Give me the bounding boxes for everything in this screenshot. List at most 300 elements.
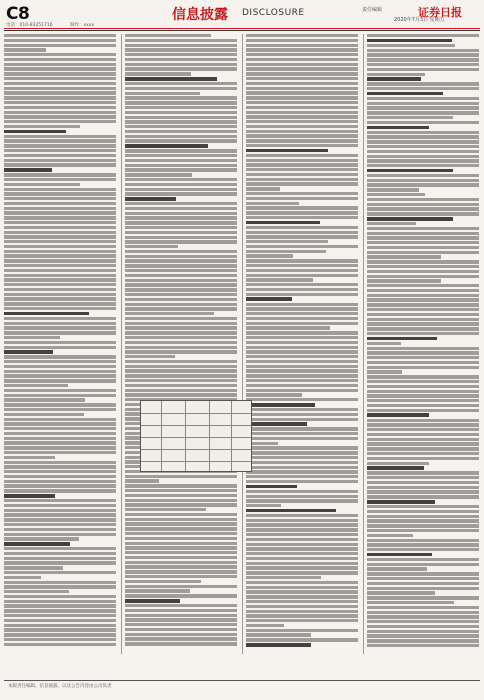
text-line (246, 379, 358, 382)
text-line (246, 446, 358, 449)
text-line (246, 451, 358, 454)
text-line (246, 374, 358, 377)
text-line (246, 53, 358, 56)
text-line (246, 120, 358, 123)
text-line (246, 566, 358, 569)
text-line (4, 67, 116, 70)
text-line (246, 274, 358, 277)
text-line (4, 581, 116, 584)
text-line (246, 403, 315, 407)
text-line (4, 432, 116, 435)
text-line (367, 620, 479, 623)
text-line (246, 437, 358, 440)
text-line (246, 144, 358, 147)
text-line (125, 508, 206, 511)
text-line (367, 347, 479, 350)
text-line (4, 571, 116, 574)
text-line (367, 183, 479, 186)
text-line (367, 380, 479, 383)
text-line (125, 537, 237, 540)
text-line (367, 394, 479, 397)
text-line (246, 432, 358, 435)
text-line (125, 484, 237, 487)
text-line (125, 221, 237, 224)
text-line (4, 53, 116, 56)
text-line (367, 543, 479, 546)
text-line (4, 494, 55, 498)
text-line (125, 164, 237, 167)
text-line (246, 638, 358, 641)
text-line (125, 379, 237, 382)
text-line (4, 465, 116, 468)
text-line (125, 82, 237, 85)
text-line (367, 155, 479, 158)
text-line (125, 532, 237, 535)
text-line (367, 63, 479, 66)
text-line (4, 144, 116, 147)
text-line (4, 197, 116, 200)
text-line (4, 614, 116, 617)
section-title: 信息披露 (172, 7, 228, 23)
text-line (367, 53, 479, 56)
text-line (367, 471, 479, 474)
text-line (4, 221, 116, 224)
text-line (246, 528, 358, 531)
text-line (246, 240, 328, 243)
text-line (4, 365, 116, 368)
text-line (125, 513, 237, 516)
text-line (367, 303, 479, 306)
text-line (367, 639, 479, 642)
text-line (125, 63, 237, 66)
text-line (246, 216, 358, 219)
text-line (246, 360, 358, 363)
text-line (125, 365, 237, 368)
text-line (125, 561, 237, 564)
text-line (125, 135, 237, 138)
text-line (125, 168, 237, 171)
text-line (125, 322, 237, 325)
text-line (246, 58, 358, 61)
text-line (125, 609, 237, 612)
text-line (367, 375, 479, 378)
text-line (4, 619, 116, 622)
text-line (367, 404, 479, 407)
text-line (246, 466, 358, 469)
text-line (4, 274, 116, 277)
text-line (367, 145, 479, 148)
text-line (125, 259, 237, 262)
text-line (367, 428, 479, 431)
text-line (125, 628, 237, 631)
text-line (367, 601, 454, 604)
text-line (246, 322, 358, 325)
text-line (125, 39, 237, 42)
text-line (246, 461, 358, 464)
text-line (246, 245, 358, 248)
text-line (246, 413, 358, 416)
text-line (4, 446, 116, 449)
text-line (367, 188, 419, 191)
text-line (246, 39, 358, 42)
text-line (246, 259, 358, 262)
text-line (246, 495, 358, 498)
text-line (4, 302, 116, 305)
text-line (125, 207, 237, 210)
text-line (367, 275, 479, 278)
text-line (246, 44, 358, 47)
text-line (4, 523, 116, 526)
text-line (125, 336, 237, 339)
text-line (367, 587, 479, 590)
text-line (4, 374, 116, 377)
text-line (125, 355, 175, 358)
text-line (367, 342, 401, 345)
text-line (367, 466, 424, 470)
text-line (4, 504, 116, 507)
text-line (4, 216, 116, 219)
text-line (246, 293, 358, 296)
text-line (246, 427, 358, 430)
text-line (4, 600, 116, 603)
text-line (125, 618, 237, 621)
text-line (367, 198, 479, 201)
text-line (367, 519, 479, 522)
text-line (246, 523, 358, 526)
text-line (125, 585, 237, 588)
text-line (246, 312, 358, 315)
text-line (246, 384, 358, 387)
text-line (125, 604, 237, 607)
text-line (246, 485, 297, 489)
text-line (4, 557, 116, 560)
data-table (140, 400, 252, 472)
text-line (4, 509, 116, 512)
text-line (246, 139, 358, 142)
text-line (246, 619, 358, 622)
text-line (4, 624, 116, 627)
text-line (4, 202, 116, 205)
text-line (246, 418, 358, 421)
text-line (125, 389, 237, 392)
text-column-4 (367, 34, 479, 654)
text-line (4, 111, 116, 114)
editor-line: 责任编辑 (362, 7, 383, 13)
text-line (367, 318, 479, 321)
text-line (367, 442, 479, 445)
text-line (4, 173, 116, 176)
text-line (246, 633, 311, 636)
text-line (4, 561, 116, 564)
text-line (246, 163, 358, 166)
text-line (367, 447, 479, 450)
text-line (367, 265, 479, 268)
text-line (246, 643, 311, 647)
text-line (4, 403, 116, 406)
text-line (125, 556, 237, 559)
text-line (246, 398, 358, 401)
text-line (367, 140, 479, 143)
text-line (4, 259, 116, 262)
text-line (4, 87, 116, 90)
text-line (125, 120, 237, 123)
text-line (367, 131, 479, 134)
text-line (125, 116, 237, 119)
text-line (4, 360, 116, 363)
text-line (367, 370, 402, 373)
text-line (125, 518, 237, 521)
column-divider (121, 34, 122, 654)
text-line (367, 481, 479, 484)
text-line (4, 475, 116, 478)
text-line (125, 637, 237, 640)
text-line (125, 173, 192, 176)
text-line (367, 563, 479, 566)
text-line (367, 308, 479, 311)
text-line (4, 398, 85, 401)
text-column-1 (4, 34, 116, 654)
text-line (125, 67, 237, 70)
text-line (367, 68, 479, 71)
text-line (125, 633, 237, 636)
text-line (125, 92, 200, 95)
text-line (367, 356, 479, 359)
text-line (246, 562, 358, 565)
text-line (125, 192, 237, 195)
text-line (4, 585, 116, 588)
text-line (125, 503, 237, 506)
text-line (246, 178, 358, 181)
text-line (125, 393, 237, 396)
text-line (367, 462, 429, 465)
text-line (246, 365, 358, 368)
text-line (367, 126, 429, 130)
text-line (4, 499, 116, 502)
text-line (367, 490, 479, 493)
text-line (367, 169, 453, 173)
issue-date: 2020年7月3日 星期五 (394, 17, 445, 23)
text-line (125, 231, 237, 234)
text-line (246, 326, 330, 329)
text-line (246, 48, 358, 51)
text-line (4, 120, 116, 123)
text-line (4, 269, 116, 272)
text-line (367, 159, 479, 162)
text-line (246, 341, 358, 344)
text-line (125, 250, 237, 253)
text-line (367, 73, 425, 76)
text-line (4, 326, 116, 329)
text-line (367, 294, 479, 297)
text-line (4, 192, 116, 195)
text-line (4, 590, 69, 593)
text-line (367, 539, 479, 542)
text-line (367, 97, 479, 100)
text-line (246, 346, 358, 349)
text-line (4, 34, 116, 37)
text-line (4, 379, 116, 382)
text-line (246, 331, 358, 334)
text-line (125, 546, 237, 549)
text-line (367, 260, 479, 263)
text-line (246, 96, 358, 99)
text-line (4, 384, 68, 387)
header-rule-thin (4, 30, 480, 31)
text-line (125, 360, 237, 363)
text-line (125, 317, 237, 320)
text-line (367, 106, 479, 109)
text-line (246, 130, 358, 133)
text-line (367, 179, 479, 182)
text-line (4, 643, 116, 646)
text-line (246, 297, 292, 301)
text-line (4, 331, 116, 334)
text-line (4, 149, 116, 152)
text-line (125, 72, 191, 75)
text-line (246, 206, 358, 209)
text-line (246, 149, 328, 153)
text-line (4, 240, 116, 243)
text-line (246, 182, 358, 185)
page-footer (4, 680, 480, 693)
text-line (246, 269, 358, 272)
text-line (367, 332, 479, 335)
text-line (125, 53, 237, 56)
text-line (4, 370, 116, 373)
text-line (4, 628, 116, 631)
text-line (246, 111, 358, 114)
text-line (4, 130, 66, 134)
text-line (4, 513, 116, 516)
text-line (4, 188, 116, 191)
text-line (246, 91, 358, 94)
text-line (246, 187, 280, 190)
text-line (125, 479, 159, 482)
text-line (125, 154, 237, 157)
text-line (4, 528, 116, 531)
text-line (125, 494, 237, 497)
text-line (4, 211, 116, 214)
text-line (125, 475, 237, 478)
text-line (125, 274, 237, 277)
text-line (125, 527, 237, 530)
text-line (367, 232, 479, 235)
text-line (4, 91, 116, 94)
text-line (367, 534, 413, 537)
text-line (367, 279, 441, 282)
text-line (367, 423, 479, 426)
text-line (367, 399, 479, 402)
text-line (125, 264, 237, 267)
text-line (4, 48, 46, 51)
text-line (4, 484, 116, 487)
text-line (125, 188, 237, 191)
text-line (246, 629, 358, 632)
text-line (246, 590, 358, 593)
text-line (367, 351, 479, 354)
text-line (4, 307, 116, 310)
text-line (4, 427, 116, 430)
text-line (246, 336, 358, 339)
text-line (125, 101, 237, 104)
text-line (246, 355, 358, 358)
text-line (246, 34, 358, 37)
text-line (4, 96, 116, 99)
text-line (4, 231, 116, 234)
text-line (4, 135, 116, 138)
text-line (125, 522, 237, 525)
text-line (246, 369, 358, 372)
text-line (125, 614, 237, 617)
text-line (4, 63, 116, 66)
text-column-2 (125, 34, 237, 654)
text-line (4, 437, 116, 440)
text-line (246, 63, 358, 66)
text-line (367, 337, 437, 341)
text-line (246, 254, 293, 257)
text-line (246, 581, 358, 584)
text-line (246, 557, 358, 560)
text-line (4, 533, 116, 536)
text-line (125, 350, 237, 353)
header-rule (4, 28, 480, 29)
text-line (246, 231, 358, 234)
text-line (4, 346, 116, 349)
text-line (246, 586, 358, 589)
text-line (125, 269, 237, 272)
text-line (246, 547, 358, 550)
text-line (125, 346, 237, 349)
text-line (125, 130, 237, 133)
text-line (367, 227, 479, 230)
text-line (367, 58, 479, 61)
text-line (367, 596, 479, 599)
text-line (246, 202, 299, 205)
text-line (246, 571, 358, 574)
text-line (4, 235, 116, 238)
text-line (4, 125, 80, 128)
text-line (125, 77, 217, 81)
text-line (125, 139, 237, 142)
text-line (4, 39, 116, 42)
text-line (246, 519, 358, 522)
text-line (125, 369, 237, 372)
text-line (4, 245, 116, 248)
text-line (246, 283, 358, 286)
text-line (246, 159, 358, 162)
text-line (246, 614, 358, 617)
text-line (246, 192, 358, 195)
text-line (246, 490, 358, 493)
column-divider (363, 34, 364, 654)
text-line (4, 44, 116, 47)
text-line (4, 604, 116, 607)
text-line (4, 552, 116, 555)
text-line (4, 178, 116, 181)
text-line (125, 279, 237, 282)
text-line (125, 283, 237, 286)
text-line (4, 168, 52, 172)
text-line (125, 149, 237, 152)
text-line (367, 515, 479, 518)
text-line (246, 504, 281, 507)
text-line (367, 572, 479, 575)
text-line (4, 58, 116, 61)
text-line (125, 551, 237, 554)
text-line (125, 216, 237, 219)
text-line (125, 580, 201, 583)
text-line (246, 475, 358, 478)
